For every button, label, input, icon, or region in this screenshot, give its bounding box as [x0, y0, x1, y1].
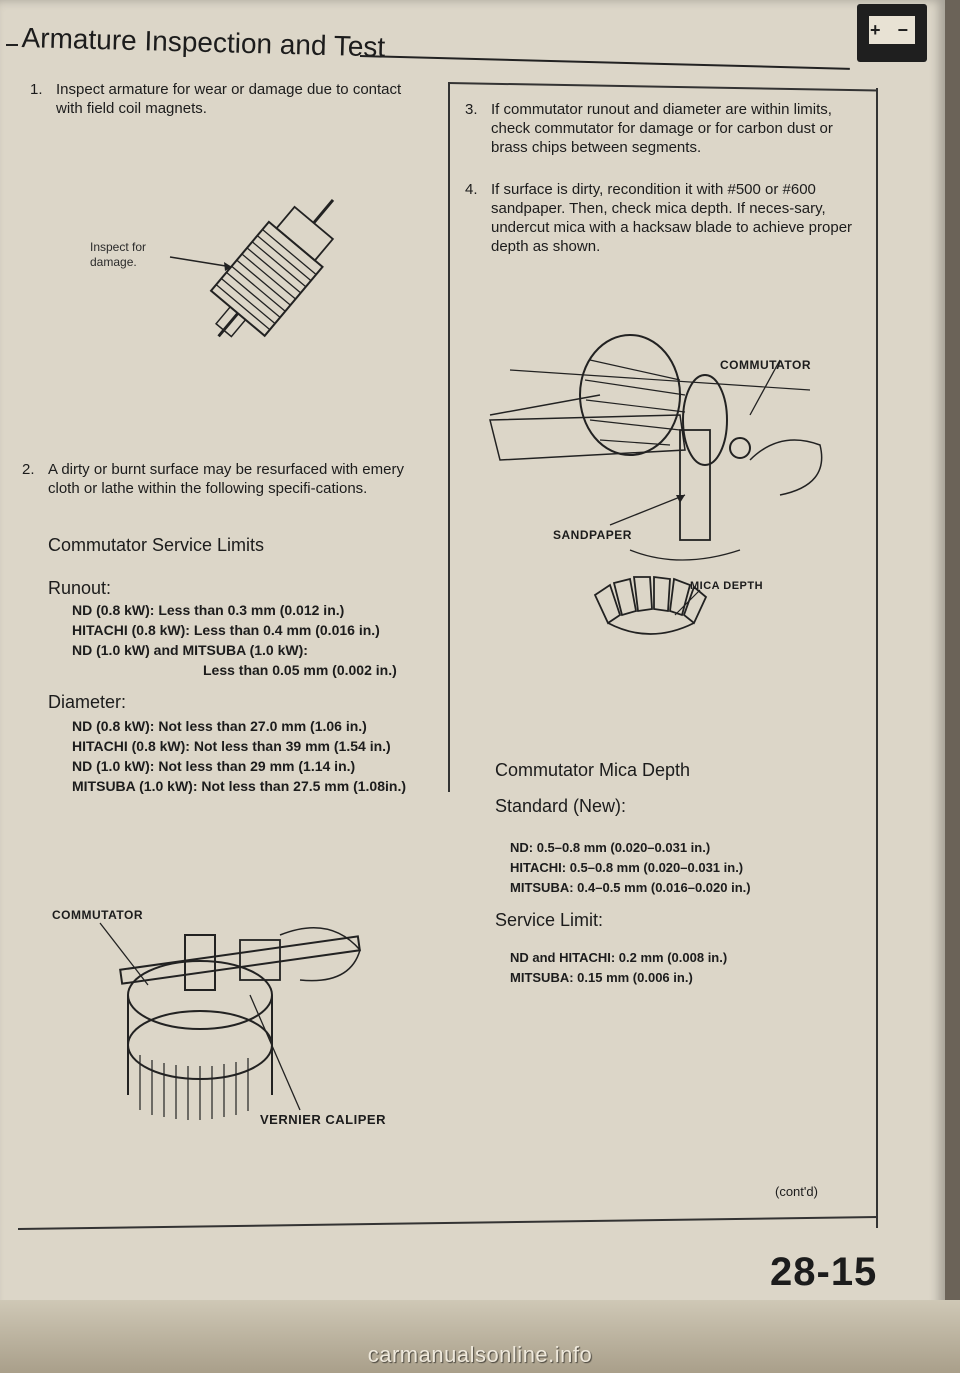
- service-limit-spec: MITSUBA: 0.15 mm (0.006 in.): [510, 970, 693, 985]
- inspect-callout: Inspect for damage.: [90, 240, 147, 269]
- step-text: Inspect armature for wear or damage due to contact with field coil magnets.: [56, 81, 402, 117]
- step-text: A dirty or burnt surface may be resurfaced with emery cloth or lathe within the following specifi-cations.: [48, 461, 404, 497]
- runout-label: Runout:: [48, 578, 112, 598]
- box-rule-bottom: [18, 1216, 878, 1230]
- runout-spec: ND (0.8 kW): Less than 0.3 mm (0.012 in.): [72, 602, 345, 618]
- diameter-spec: MITSUBA (1.0 kW): Not less than 27.5 mm (1.08in.): [72, 778, 406, 794]
- page-number: 28-15: [770, 1250, 878, 1294]
- box-rule-right: [876, 88, 878, 1228]
- box-rule-left: [448, 82, 450, 792]
- battery-icon: [857, 4, 927, 62]
- commutator-label-left: COMMUTATOR: [52, 908, 143, 922]
- diameter-spec: ND (0.8 kW): Not less than 27.0 mm (1.06 in.): [72, 718, 367, 734]
- title-tick: [6, 44, 18, 46]
- runout-spec: ND (1.0 kW) and MITSUBA (1.0 kW):: [72, 642, 308, 658]
- standard-label: Standard (New):: [495, 796, 627, 816]
- runout-spec: HITACHI (0.8 kW): Less than 0.4 mm (0.016 in.): [72, 622, 380, 638]
- mica-depth-heading: Commutator Mica Depth: [495, 760, 691, 780]
- step-number: 1.: [30, 81, 43, 98]
- standard-spec: MITSUBA: 0.4–0.5 mm (0.016–0.020 in.): [510, 880, 751, 895]
- step-2: [22, 460, 432, 498]
- armature-illustration: [170, 185, 370, 365]
- step-text: If commutator runout and diameter are within limits, check commutator for damage or for carbon dust or brass chips between segments.: [491, 101, 833, 156]
- step-1: [30, 80, 430, 118]
- step-4: [465, 180, 855, 256]
- service-limit-spec: ND and HITACHI: 0.2 mm (0.008 in.): [510, 950, 728, 965]
- step-number: 2.: [22, 461, 35, 478]
- standard-spec: HITACHI: 0.5–0.8 mm (0.020–0.031 in.): [510, 860, 744, 875]
- step-3: [465, 100, 855, 157]
- commutator-label-right: COMMUTATOR: [720, 358, 811, 372]
- service-limit-label: Service Limit:: [495, 910, 604, 930]
- step-number: 4.: [465, 181, 478, 198]
- watermark: carmanualsonline.info: [367, 1342, 593, 1367]
- diameter-label: Diameter:: [48, 692, 127, 712]
- step-number: 3.: [465, 101, 478, 118]
- continued-note: (cont'd): [775, 1184, 818, 1199]
- battery-symbol: + −: [869, 16, 915, 44]
- page-title: Armature Inspection and Test: [21, 22, 386, 63]
- title-rule: [360, 55, 850, 70]
- step-text: If surface is dirty, recondition it with #500 or #600 sandpaper. Then, check mica depth. If neces-sary, undercut mica with a hacksaw blade to achieve proper depth as shown.: [491, 181, 853, 255]
- diameter-spec: ND (1.0 kW): Not less than 29 mm (1.14 in.): [72, 758, 356, 774]
- runout-spec: Less than 0.05 mm (0.002 in.): [203, 662, 397, 678]
- standard-spec: ND: 0.5–0.8 mm (0.020–0.031 in.): [510, 840, 711, 855]
- caliper-illustration: [100, 895, 380, 1135]
- service-limits-heading: Commutator Service Limits: [48, 535, 265, 555]
- vernier-caliper-label: VERNIER CALIPER: [260, 1112, 386, 1127]
- diameter-spec: HITACHI (0.8 kW): Not less than 39 mm (1.54 in.): [72, 738, 391, 754]
- sandpaper-label: SANDPAPER: [553, 528, 632, 542]
- box-rule-top: [448, 82, 878, 92]
- mica-depth-label: MICA DEPTH: [690, 580, 764, 592]
